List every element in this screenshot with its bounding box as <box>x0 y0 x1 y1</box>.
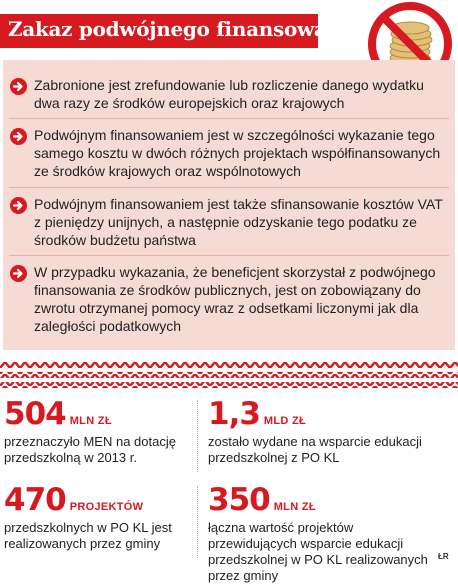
divider <box>197 486 198 558</box>
credit: ŁR <box>438 552 449 561</box>
stat-value: 1,3 <box>208 396 260 432</box>
item-text: Podwójnym finansowaniem jest także sfinansowanie kosztów VAT z pieniędzy unijnych, a następnie odzyskanie tego podatku ze środków budżetu państwa <box>34 196 443 248</box>
stat-description: przeznaczyło MEN na dotację przedszkolną w 2013 r. <box>4 434 176 465</box>
stat-card <box>208 482 442 584</box>
stat-unit: PROJEKTÓW <box>69 501 144 513</box>
stat-description: zostało wydane na wsparcie edukacji przedszkolnej z PO KL <box>208 434 422 465</box>
stat-unit: MLN ZŁ <box>273 501 316 513</box>
zigzag-divider <box>0 362 458 388</box>
stat-value: 504 <box>4 396 66 432</box>
stat-card <box>4 396 192 466</box>
divider <box>9 118 449 119</box>
stat-unit: MLN ZŁ <box>69 415 112 427</box>
item-text: Zabronione jest zrefundowanie lub rozliczenie danego wydatku dwa razy ze środków europejskich oraz krajowych <box>34 77 424 111</box>
rules-panel <box>3 60 455 350</box>
stat-value: 470 <box>4 482 66 518</box>
stat-card <box>4 482 192 552</box>
stat-card <box>208 396 454 466</box>
arrow-right-icon <box>10 78 27 95</box>
divider <box>197 400 198 472</box>
arrow-right-icon <box>10 265 27 282</box>
divider <box>9 255 449 256</box>
stat-description: łączna wartość projektów przewidujących wsparcie edukacji przedszkolnej w PO KL realizowanych przez gminy <box>208 520 428 583</box>
item-text: W przypadku wykazania, że beneficjent skorzystał z podwójnego finansowania ze środków publicznych, jest on zobowiązany do zwrotu otrzymanej pomocy wraz z odsetkami liczonymi jak dla zaległości podatkowych <box>34 264 436 334</box>
stat-unit: MLD ZŁ <box>263 415 307 427</box>
arrow-right-icon <box>10 128 27 145</box>
title-bar <box>0 14 361 48</box>
divider <box>9 187 449 188</box>
page-title: Zakaz podwójnego finansowania <box>8 17 361 41</box>
arrow-right-icon <box>10 197 27 214</box>
stat-value: 350 <box>208 482 270 518</box>
item-text: Podwójnym finansowaniem jest w szczególności wykazanie tego samego kosztu w dwóch różnych projektach współfinansowanych ze środków krajowych oraz wspólnotowych <box>34 127 441 179</box>
stat-description: przedszkolnych w PO KL jest realizowanych przez gminy <box>4 520 172 551</box>
